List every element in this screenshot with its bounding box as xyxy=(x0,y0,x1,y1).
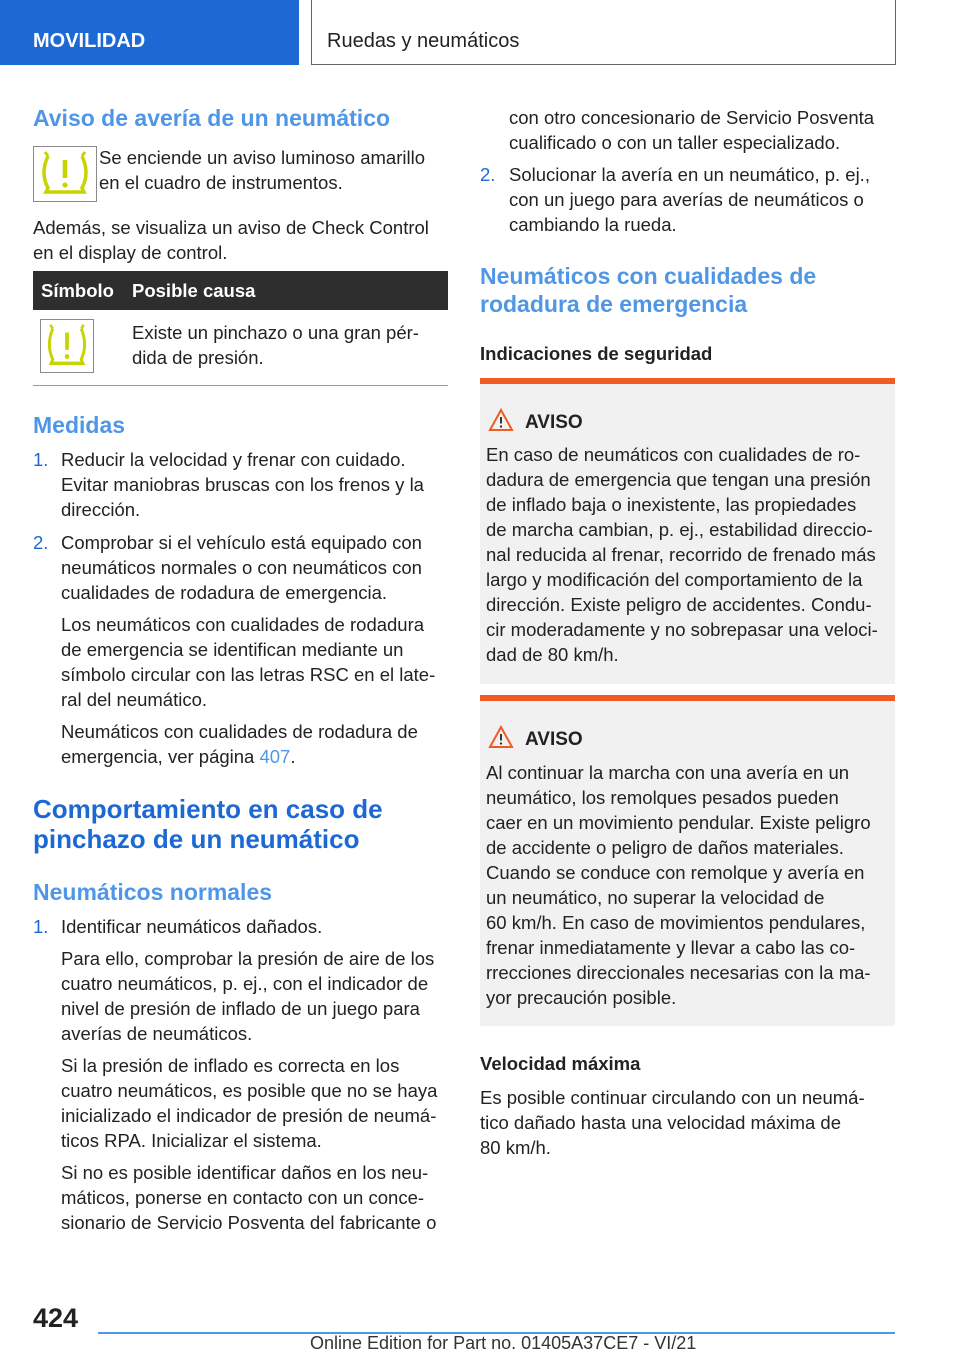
warning-1-line-5: nal reducida al frenar, recorrido de frenado más xyxy=(486,544,876,565)
medidas-1-line-3: dirección. xyxy=(61,499,141,520)
warning-triangle-icon xyxy=(488,408,514,432)
vmax-line-1: Es posible continuar circulando con un neumá- xyxy=(480,1087,865,1108)
warning-title: AVISO xyxy=(525,412,583,433)
medidas-2-p2-line-3: símbolo circular con las letras RSC en el late- xyxy=(61,664,436,685)
normales-p2-line-1: Para ello, comprobar la presión de aire de los xyxy=(61,948,435,969)
normales-p4-line-1: Si no es posible identificar daños en los neu- xyxy=(61,1162,429,1183)
comportamiento-heading-line-1: Comportamiento en caso de xyxy=(33,794,383,824)
step-number: 2. xyxy=(33,532,49,553)
warning-2-line-1: Al continuar la marcha con una avería en un xyxy=(486,762,850,783)
warning-2-line-3: caer en un movimiento pendular. Existe peligro xyxy=(486,812,871,833)
neumaticos-normales-heading: Neumáticos normales xyxy=(33,879,273,905)
chapter-title: Ruedas y neumáticos xyxy=(311,0,896,65)
warning-2-line-6: un neumático, no superar la velocidad de xyxy=(486,887,825,908)
normales-p4-line-2: máticos, ponerse en contacto con un conce- xyxy=(61,1187,425,1208)
warning-1-line-3: de inflado baja o inexistente, las propiedades xyxy=(486,494,857,515)
rsc-heading-line-2: rodadura de emergencia xyxy=(480,291,748,317)
comportamiento-heading-line-2: pinchazo de un neumático xyxy=(33,824,360,854)
warning-2-line-10: yor precaución posible. xyxy=(486,987,677,1008)
tire-pressure-warning-icon xyxy=(33,146,97,202)
table-header-cause: Posible causa xyxy=(132,280,256,301)
warning-1-line-2: dadura de emergencia que tengan una presión xyxy=(486,469,871,490)
warning-2-line-4: de accidente o peligro de daños materiales. xyxy=(486,837,844,858)
medidas-1-line-2: Evitar maniobras bruscas con los frenos y la xyxy=(61,474,424,495)
normales-p3-line-1: Si la presión de inflado es correcta en los xyxy=(61,1055,400,1076)
aviso-averia-heading: Aviso de avería de un neumático xyxy=(33,105,391,131)
page-link-407[interactable]: 407 xyxy=(259,746,291,767)
medidas-heading: Medidas xyxy=(33,412,126,438)
warning-2-line-9: rrecciones direccionales necesarias con la ma- xyxy=(486,962,871,983)
step2-line-3: cambiando la rueda. xyxy=(509,214,677,235)
velocidad-maxima-heading: Velocidad máxima xyxy=(480,1053,641,1074)
footer-edition: Online Edition for Part no. 01405A37CE7 - VI/21 xyxy=(310,1333,697,1353)
step2-line-1: Solucionar la avería en un neumático, p. ej., xyxy=(509,164,870,185)
warning-1-line-1: En caso de neumáticos con cualidades de ro- xyxy=(486,444,861,465)
table-bottom-rule xyxy=(33,385,448,386)
aviso-line-1: Se enciende un aviso luminoso amarillo xyxy=(99,147,425,168)
check-control-line-2: en el display de control. xyxy=(33,242,228,263)
medidas-2-line-3: cualidades de rodadura de emergencia. xyxy=(61,582,388,603)
section-tab: MOVILIDAD xyxy=(0,0,299,65)
warning-1-line-8: cir moderadamente y no sobrepasar una veloci- xyxy=(486,619,878,640)
page-number: 424 xyxy=(33,1303,79,1333)
step-number: 2. xyxy=(480,164,496,185)
warning-title: AVISO xyxy=(525,729,583,750)
normales-p3-line-2: cuatro neumáticos, es posible que no se haya xyxy=(61,1080,438,1101)
check-control-line-1: Además, se visualiza un aviso de Check Control xyxy=(33,217,429,238)
medidas-2-p2-line-2: de emergencia se identifican mediante un xyxy=(61,639,404,660)
table-header-symbol: Símbolo xyxy=(41,280,114,301)
warning-2-line-7: 60 km/h. En caso de movimientos pendulares, xyxy=(486,912,866,933)
warning-1-line-7: dirección. Existe peligro de accidentes. Condu- xyxy=(486,594,872,615)
table-cause-line-1: Existe un pinchazo o una gran pér- xyxy=(132,322,419,343)
normales-p2-line-2: cuatro neumáticos, p. ej., con el indicador de xyxy=(61,973,429,994)
warning-2-line-8: frenar inmediatamente y llevar a cabo las co- xyxy=(486,937,856,958)
warning-2-line-5: Cuando se conduce con remolque y avería en xyxy=(486,862,865,883)
normales-p2-line-3: nivel de presión de inflado de un juego para xyxy=(61,998,420,1019)
normales-p4-line-3: sionario de Servicio Posventa del fabricante o xyxy=(61,1212,437,1233)
warning-1-line-9: dad de 80 km/h. xyxy=(486,644,619,665)
medidas-2-line-2: neumáticos normales o con neumáticos con xyxy=(61,557,422,578)
step-number: 1. xyxy=(33,449,49,470)
medidas-2-line-1: Comprobar si el vehículo está equipado con xyxy=(61,532,422,553)
tire-pressure-warning-icon xyxy=(40,319,94,373)
warning-triangle-icon xyxy=(488,725,514,749)
medidas-1-line-1: Reducir la velocidad y frenar con cuidado. xyxy=(61,449,406,470)
vmax-line-2: tico dañado hasta una velocidad máxima de xyxy=(480,1112,841,1133)
step-number: 1. xyxy=(33,916,49,937)
warning-box xyxy=(480,378,895,684)
medidas-2-p3-line-1: Neumáticos con cualidades de rodadura de xyxy=(61,721,418,742)
step2-line-2: con un juego para averías de neumáticos o xyxy=(509,189,864,210)
vmax-line-3: 80 km/h. xyxy=(480,1137,551,1158)
cont-line-1: con otro concesionario de Servicio Posventa xyxy=(509,107,875,128)
cont-line-2: cualificado o con un taller especializado. xyxy=(509,132,841,153)
rsc-heading-line-1: Neumáticos con cualidades de xyxy=(480,263,817,289)
normales-p2-line-4: averías de neumáticos. xyxy=(61,1023,253,1044)
warning-box xyxy=(480,695,895,1026)
table-cause-line-2: dida de presión. xyxy=(132,347,264,368)
normales-p3-line-4: ticos RPA. Inicializar el sistema. xyxy=(61,1130,322,1151)
medidas-2-p2-line-4: ral del neumático. xyxy=(61,689,208,710)
normales-p3-line-3: inicializado el indicador de presión de neumá- xyxy=(61,1105,437,1126)
table-header xyxy=(33,271,448,310)
medidas-2-p3-line-2: emergencia, ver página 407. xyxy=(61,746,296,767)
safety-heading: Indicaciones de seguridad xyxy=(480,343,713,364)
medidas-2-p2-line-1: Los neumáticos con cualidades de rodadura xyxy=(61,614,425,635)
warning-1-line-6: largo y modificación del comportamiento de la xyxy=(486,569,863,590)
aviso-line-2: en el cuadro de instrumentos. xyxy=(99,172,343,193)
warning-1-line-4: de marcha cambian, p. ej., estabilidad direccio- xyxy=(486,519,873,540)
warning-2-line-2: neumático, los remolques pesados pueden xyxy=(486,787,839,808)
normales-1-line: Identificar neumáticos dañados. xyxy=(61,916,323,937)
